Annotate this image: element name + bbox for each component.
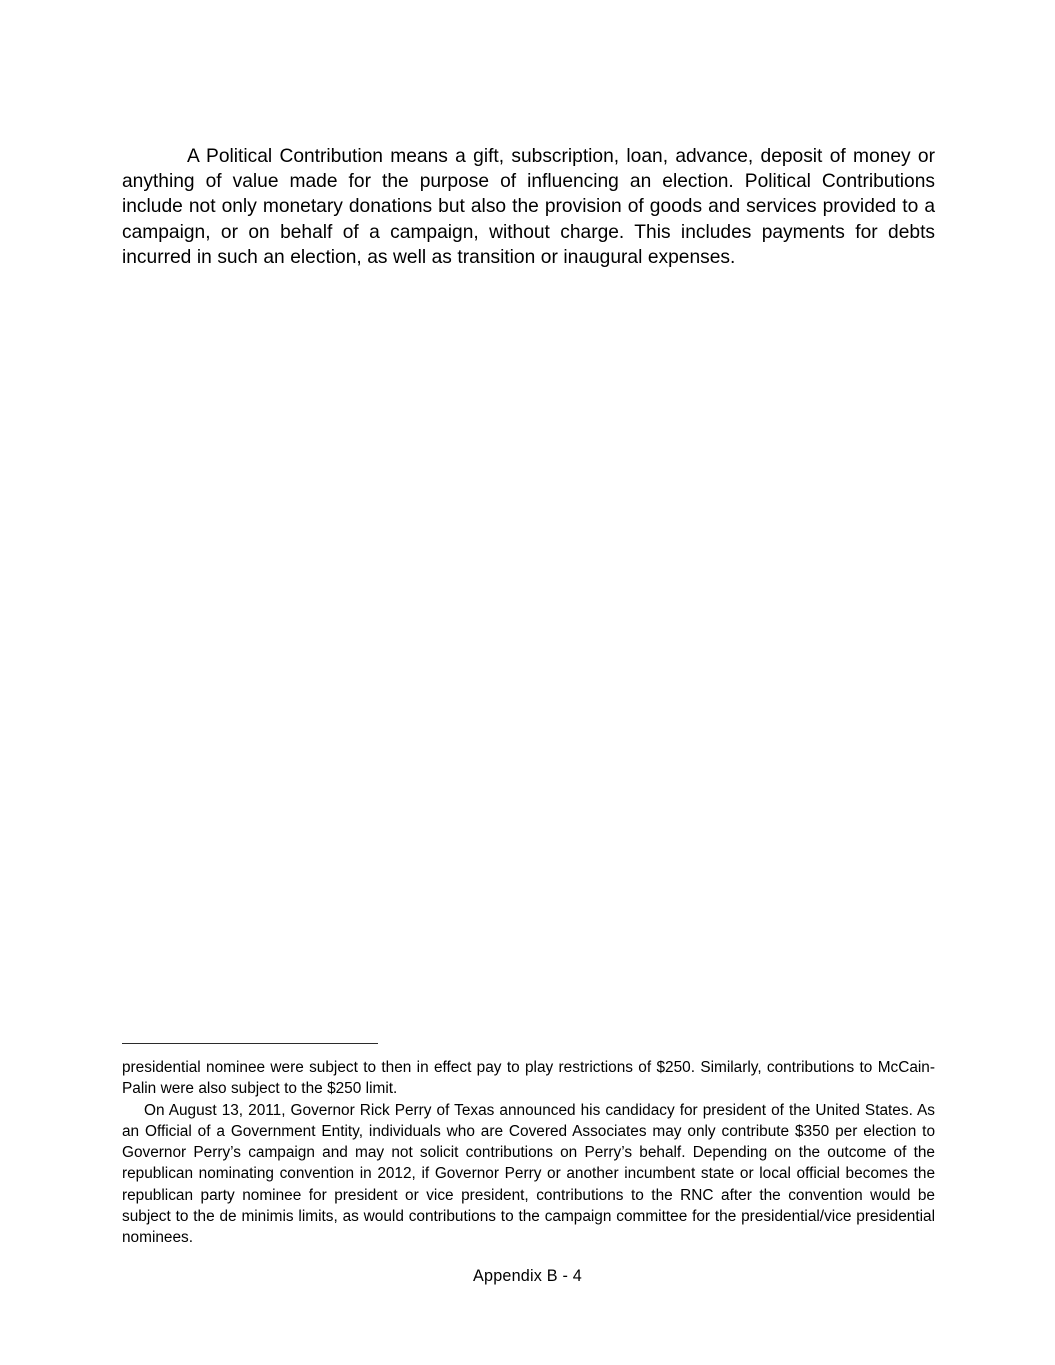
body-paragraph-political-contribution: A Political Contribution means a gift, subscription, loan, advance, deposit of money or anything of value made for the purpose of influencing an election. Political Contributions include not only monetary donations but also the provision of goods and services provided to a campaign, or on behalf of a campaign, without charge. This includes payments for debts incurred in such an election, as well as transition or inaugural expenses. <box>122 146 935 268</box>
footnote-separator-rule <box>122 1043 378 1044</box>
page-footer-label: Appendix B - 4 <box>473 1267 582 1285</box>
body-text-block <box>122 144 935 270</box>
footnote-paragraph-perry: On August 13, 2011, Governor Rick Perry of Texas announced his candidacy for president of the United States. As an Official of a Government Entity, individuals who are Covered Associates may only contribute $350 per election to Governor Perry’s campaign and may not solicit contributions on Perry’s behalf. Depending on the outcome of the republican nominating convention in 2012, if Governor Perry or another incumbent state or local official becomes the republican party nominee for president or vice president, contributions to the RNC after the convention would be subject to the de minimis limits, as would contributions to the campaign committee for the presidential/vice presidential nominees. <box>122 1101 935 1247</box>
footnote-paragraph-continued: presidential nominee were subject to then in effect pay to play restrictions of $250. Similarly, contributions to McCain-Palin were also subject to the $250 limit. <box>122 1059 935 1098</box>
footnote-block <box>122 1043 935 1249</box>
